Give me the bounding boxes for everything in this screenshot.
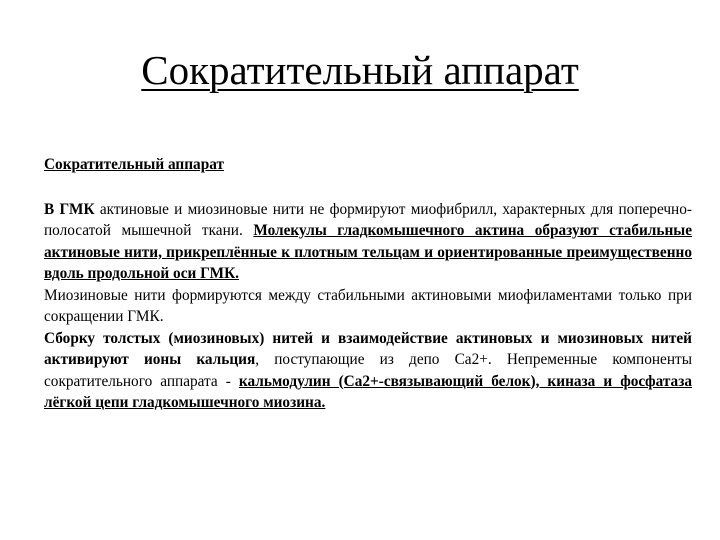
gmk-bold-term: В ГМК (44, 200, 95, 218)
paragraph-text: актиновые и миозиновые нити не формируют миофибрилл, характерных для поперечно-полосатой мышечной ткани. (44, 200, 692, 239)
section-heading: Сократительный аппарат (44, 156, 224, 173)
actin-filaments-emphasis: Молекулы гладкомышечного актина образуют стабильные актиновые нити, прикреплённые к плотным тельцам и ориентированные преимущественно вдоль продольной оси ГМК. (44, 222, 693, 282)
content-area (44, 154, 692, 414)
paragraph-myosin-filaments (44, 285, 692, 328)
paragraph-calcium-activation (44, 328, 692, 414)
paragraph-text: , поступающие из депо Са2+. Непременные компоненты сократительного аппарата - (44, 351, 692, 390)
components-emphasis: кальмодулин (Са2+-связывающий белок), киназа и фосфатаза лёгкой цепи гладкомышечного миозина. (44, 372, 692, 411)
paragraph-text: Миозиновые нити формируются между стабильными актиновыми миофиламентами только при сокращении ГМК. (44, 286, 692, 325)
paragraph-actin-myosin (44, 199, 692, 285)
calcium-activation-emphasis: Сборку толстых (миозиновых) нитей и взаимодействие актиновых и миозиновых нитей активируют ионы кальция (44, 329, 692, 368)
slide-title: Сократительный аппарат (141, 47, 579, 93)
